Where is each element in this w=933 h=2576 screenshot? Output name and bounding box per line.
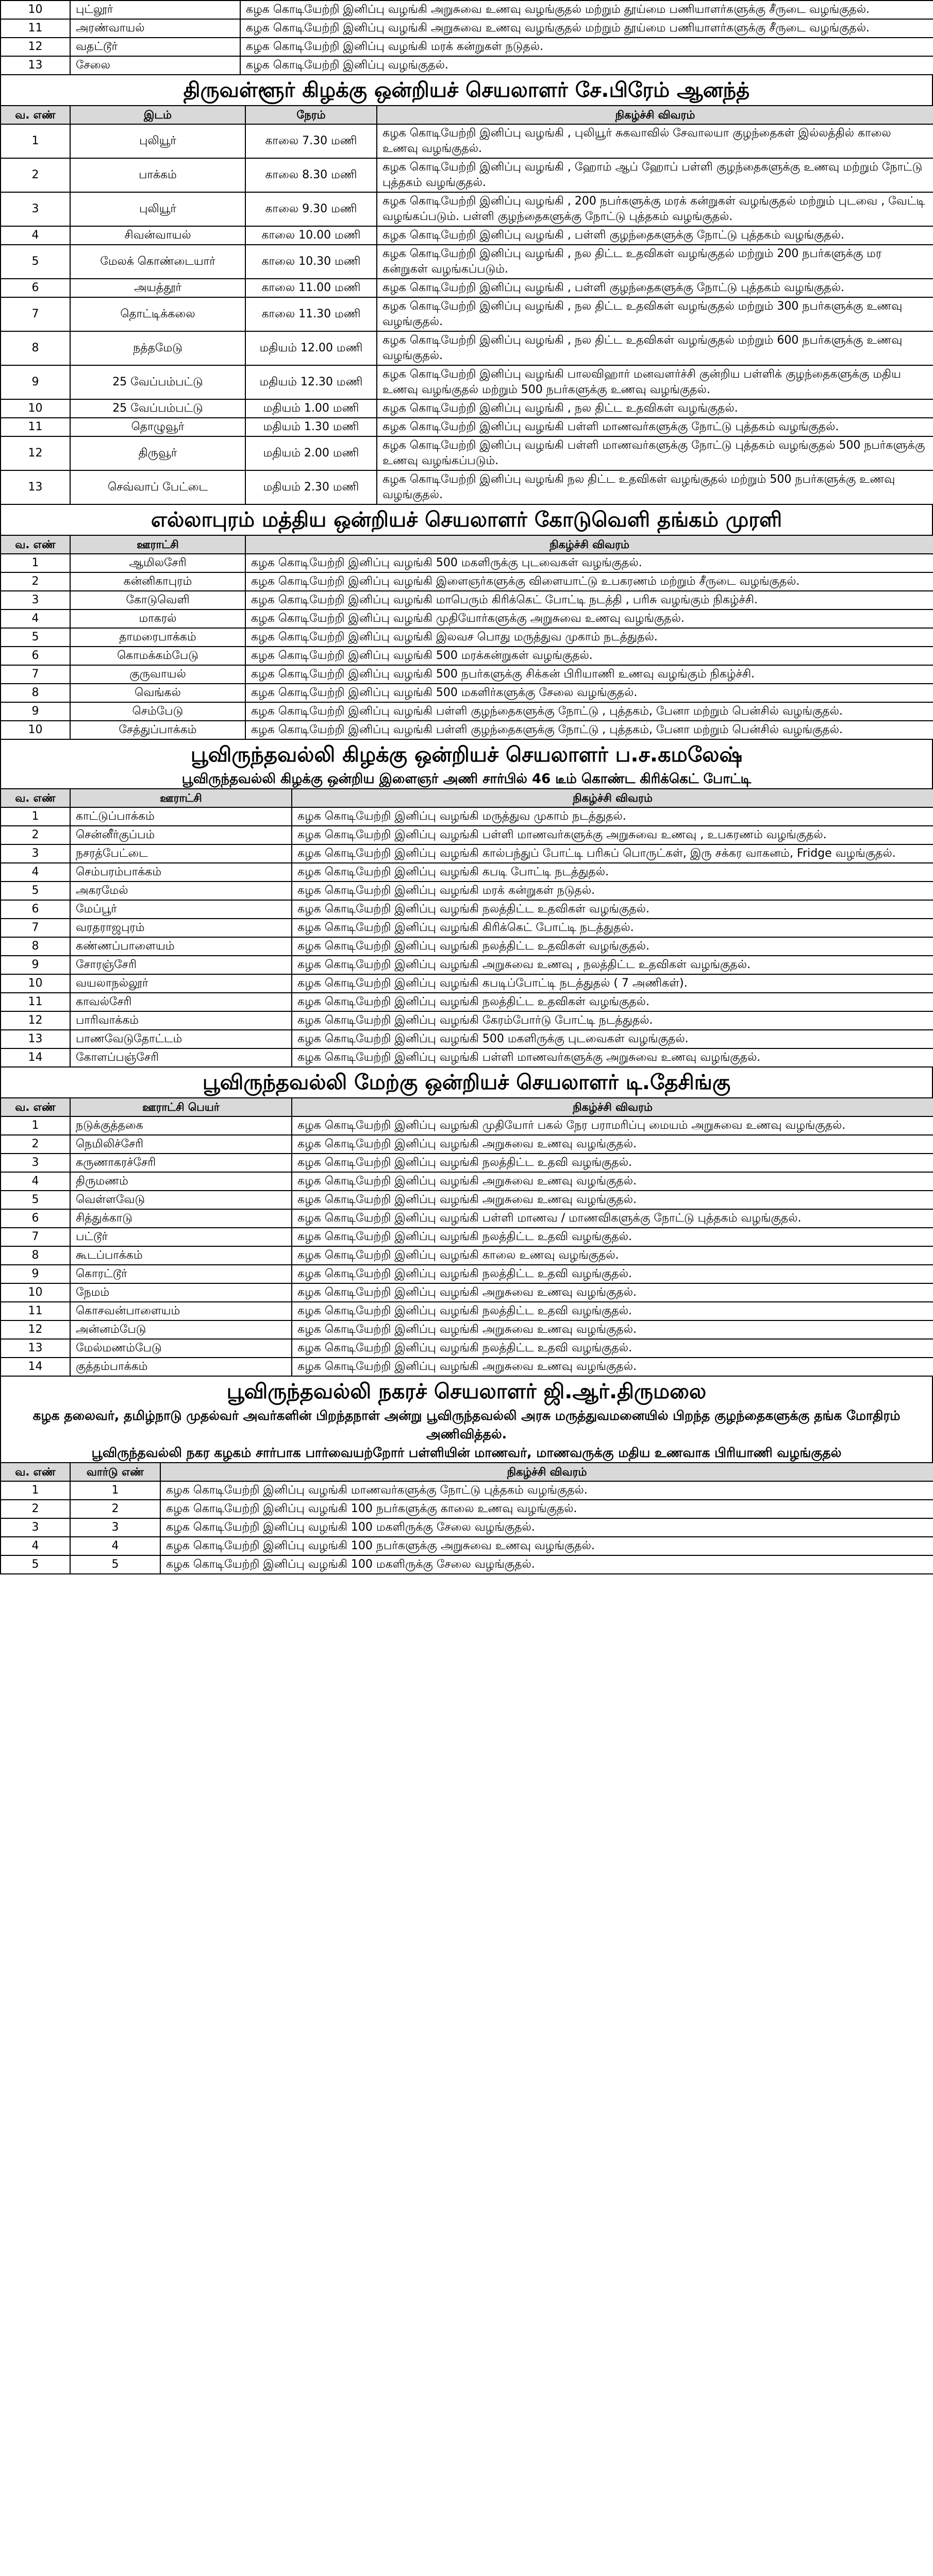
row-place: குத்தம்பாக்கம் (70, 1358, 292, 1376)
table-row (1, 38, 933, 56)
row-details: கழக கொடியேற்றி இனிப்பு வழங்கி அறுசுவை உணவு வழங்குதல். (292, 1283, 933, 1302)
row-details: கழக கொடியேற்றி இனிப்பு வழங்கி அறுசுவை உணவு வழங்குதல். (292, 1135, 933, 1154)
row-details: கழக கொடியேற்றி இனிப்பு வழங்கி நல திட்ட உதவிகள் வழங்குதல் மற்றும் 500 நபர்களுக்கு உணவு வழங்குதல். (377, 470, 933, 504)
section5-header-ward: வார்டு எண் (70, 1463, 160, 1481)
row-details: கழக கொடியேற்றி இனிப்பு வழங்கி நலத்திட்ட உதவிகள் வழங்குதல். (292, 993, 933, 1011)
table-row (1, 554, 933, 572)
row-ward: 2 (70, 1500, 160, 1518)
row-number: 9 (1, 956, 70, 974)
row-details: கழக கொடியேற்றி இனிப்பு வழங்கி மரக் கன்றுகள் நடுதல். (292, 882, 933, 900)
row-place: திருவூர் (70, 436, 245, 470)
row-details: கழக கொடியேற்றி இனிப்பு வழங்கி இளைஞர்களுக்கு விளையாட்டு உபகரணம் மற்றும் சீருடை வழங்குதல். (245, 572, 933, 591)
row-number: 5 (1, 245, 70, 279)
row-number: 5 (1, 1191, 70, 1209)
row-place: தொழுவூர் (70, 418, 245, 436)
row-number: 1 (1, 554, 70, 572)
row-details: கழக கொடியேற்றி இனிப்பு வழங்கி பாலவிஹார் மனவளர்ச்சி குன்றிய பள்ளிக் குழந்தைகளுக்கு மதிய உணவு வழங்குதல் மற்றும் 500 நபர்களுக்கு உணவு வழங்குதல். (377, 365, 933, 399)
row-details: கழக கொடியேற்றி இனிப்பு வழங்கி காலை உணவு வழங்குதல். (292, 1246, 933, 1265)
row-place: வரதராஜபுரம் (70, 919, 292, 937)
row-details: கழக கொடியேற்றி இனிப்பு வழங்கி மருத்துவ முகாம் நடத்துதல். (292, 807, 933, 826)
row-place: சோரஞ்சேரி (70, 956, 292, 974)
row-details: கழக கொடியேற்றி இனிப்பு வழங்கி பள்ளி குழந்தைகளுக்கு நோட்டு , புத்தகம், பேனா மற்றும் பென்சில் வழங்குதல். (245, 721, 933, 739)
table-row (1, 158, 933, 192)
table-row (1, 591, 933, 609)
row-place: நசரத்பேட்டை (70, 844, 292, 863)
row-details: கழக கொடியேற்றி இனிப்பு வழங்கி , நல திட்ட உதவிகள் வழங்குதல் மற்றும் 300 நபர்களுக்கு உணவு வழங்குதல். (377, 297, 933, 331)
row-place: குருவாயல் (70, 665, 245, 684)
row-details: கழக கொடியேற்றி இனிப்பு வழங்கி முதியோர்களுக்கு அறுசுவை உணவு வழங்குதல். (245, 609, 933, 628)
row-number: 10 (1, 399, 70, 418)
section3-table (0, 788, 933, 1067)
row-place: திருமணம் (70, 1172, 292, 1191)
section2-header-details: நிகழ்ச்சி விவரம் (245, 535, 933, 554)
row-place: கன்னிகாபுரம் (70, 572, 245, 591)
table-row (1, 993, 933, 1011)
section3-header-no: வ. எண் (1, 789, 70, 807)
row-details: கழக கொடியேற்றி இனிப்பு வழங்கி , நல திட்ட உதவிகள் வழங்குதல் மற்றும் 200 நபர்களுக்கு மர கன்றுகள் வழங்கப்படும். (377, 245, 933, 279)
row-details: கழக கொடியேற்றி இனிப்பு வழங்கி 500 மரக்கன்றுகள் வழங்குதல். (245, 647, 933, 665)
table-row (1, 1537, 933, 1555)
row-details: கழக கொடியேற்றி இனிப்பு வழங்கி அறுசுவை உணவு வழங்குதல். (292, 1358, 933, 1376)
row-details: கழக கொடியேற்றி இனிப்பு வழங்கி அறுசுவை உணவு வழங்குதல். (292, 1172, 933, 1191)
table-row (1, 56, 933, 75)
table-row (1, 365, 933, 399)
section5-title: பூவிருந்தவல்லி நகரச் செயலாளர் ஜி.ஆர்.திருமலை (0, 1377, 933, 1406)
section4-header-place: ஊராட்சி பெயர் (70, 1098, 292, 1116)
row-time: காலை 9.30 மணி (245, 192, 377, 226)
row-details: கழக கொடியேற்றி இனிப்பு வழங்கி நலத்திட்ட உதவி வழங்குதல். (292, 1302, 933, 1320)
table-row (1, 245, 933, 279)
table-row (1, 399, 933, 418)
row-number: 7 (1, 1228, 70, 1246)
row-number: 2 (1, 158, 70, 192)
section4-header-details: நிகழ்ச்சி விவரம் (292, 1098, 933, 1116)
row-place: கோளப்பஞ்சேரி (70, 1048, 292, 1067)
table-row (1, 1302, 933, 1320)
table-row (1, 974, 933, 993)
table-row (1, 436, 933, 470)
table-row (1, 826, 933, 844)
row-number: 7 (1, 665, 70, 684)
row-place: மேல்மணம்பேடு (70, 1339, 292, 1358)
row-number: 4 (1, 609, 70, 628)
section3-header-place: ஊராட்சி (70, 789, 292, 807)
table-row (1, 1246, 933, 1265)
table-row (1, 628, 933, 647)
section5-note-hospital: கழக தலைவர், தமிழ்நாடு முதல்வர் அவர்களின் பிறந்தநாள் அன்று பூவிருந்தவல்லி அரசு மருத்துவமனையில் பிறந்த குழந்தைகளுக்கு தங்க மோதிரம் அணிவித்தல். (0, 1406, 933, 1444)
row-details: கழக கொடியேற்றி இனிப்பு வழங்கி , பள்ளி குழந்தைகளுக்கு நோட்டு புத்தகம் வழங்குதல். (377, 279, 933, 297)
top-continuation-table (0, 0, 933, 75)
row-details: கழக கொடியேற்றி இனிப்பு வழங்கி 500 மகளிர்களுக்கு சேலை வழங்குதல். (245, 684, 933, 702)
row-number: 11 (1, 993, 70, 1011)
row-number: 4 (1, 1537, 70, 1555)
table-row (1, 844, 933, 863)
row-number: 1 (1, 1481, 70, 1500)
table-row (1, 1209, 933, 1228)
row-place: மேலக் கொண்டையார் (70, 245, 245, 279)
row-details: கழக கொடியேற்றி இனிப்பு வழங்கி பள்ளி மாணவர்களுக்கு அறுசுவை உணவு , உபகரணம் வழங்குதல். (292, 826, 933, 844)
row-details: கழக கொடியேற்றி இனிப்பு வழங்கி நலத்திட்ட உதவிகள் வழங்குதல். (292, 937, 933, 956)
row-time: காலை 7.30 மணி (245, 124, 377, 158)
table-row (1, 721, 933, 739)
row-details: கழக கொடியேற்றி இனிப்பு வழங்கி கால்பந்துப் போட்டி பரிசுப் பொருட்கள், இரு சக்கர வாகனம், Fridge வழங்குதல். (292, 844, 933, 863)
table-row (1, 863, 933, 882)
row-place: புலியூர் (70, 192, 245, 226)
row-details: கழக கொடியேற்றி இனிப்பு வழங்கி முதியோர் பகல் நேர பராமரிப்பு மையம் அறுசுவை உணவு வழங்குதல். (292, 1116, 933, 1135)
row-details: கழக கொடியேற்றி இனிப்பு வழங்கி பள்ளி மாணவர்களுக்கு நோட்டு புத்தகம் வழங்குதல். (377, 418, 933, 436)
row-time: மதியம் 2.00 மணி (245, 436, 377, 470)
row-place: கொரட்டூர் (70, 1265, 292, 1283)
section1-title: திருவள்ளூர் கிழக்கு ஒன்றியச் செயலாளர் சே.பிரேம் ஆனந்த் (0, 75, 933, 105)
row-details: கழக கொடியேற்றி இனிப்பு வழங்கி நலத்திட்ட உதவிகள் வழங்குதல். (292, 900, 933, 919)
section1-header-place: இடம் (70, 106, 245, 124)
row-number: 6 (1, 647, 70, 665)
row-ward: 3 (70, 1518, 160, 1537)
row-number: 10 (1, 974, 70, 993)
row-number: 11 (1, 418, 70, 436)
row-details: கழக கொடியேற்றி இனிப்பு வழங்கி , ஹோம் ஆப் ஹோப் பள்ளி குழந்தைகளுக்கு உணவு மற்றும் நோட்டு புத்தகம் வழங்குதல். (377, 158, 933, 192)
table-row (1, 1555, 933, 1574)
table-row (1, 1, 933, 19)
section5-header-no: வ. எண் (1, 1463, 70, 1481)
row-number: 4 (1, 863, 70, 882)
row-details: கழக கொடியேற்றி இனிப்பு வழங்கி பள்ளி குழந்தைகளுக்கு நோட்டு , புத்தகம், பேனா மற்றும் பென்சில் வழங்குதல். (245, 702, 933, 721)
table-row (1, 1135, 933, 1154)
row-number: 6 (1, 1209, 70, 1228)
row-place: செம்பரம்பாக்கம் (70, 863, 292, 882)
row-place: சிவன்வாயல் (70, 226, 245, 245)
table-row (1, 1500, 933, 1518)
table-row (1, 192, 933, 226)
table-row (1, 1339, 933, 1358)
row-number: 9 (1, 365, 70, 399)
row-time: காலை 8.30 மணி (245, 158, 377, 192)
row-ward: 5 (70, 1555, 160, 1574)
table-row (1, 1030, 933, 1048)
row-place: அகரமேல் (70, 882, 292, 900)
row-place: கூடப்பாக்கம் (70, 1246, 292, 1265)
row-ward: 4 (70, 1537, 160, 1555)
row-place: கொமக்கம்பேடு (70, 647, 245, 665)
row-details: கழக கொடியேற்றி இனிப்பு வழங்கி அறுசுவை உணவு வழங்குதல் மற்றும் தூய்மை பணியாளர்களுக்கு சீருடை வழங்குதல். (240, 1, 933, 19)
row-details: கழக கொடியேற்றி இனிப்பு வழங்கி மாணவர்களுக்கு நோட்டு புத்தகம் வழங்குதல். (160, 1481, 933, 1500)
table-row (1, 1116, 933, 1135)
row-details: கழக கொடியேற்றி இனிப்பு வழங்கி கிரிக்கெட் போட்டி நடத்துதல். (292, 919, 933, 937)
row-place: அன்னம்பேடு (70, 1320, 292, 1339)
row-place: வதட்டூர் (70, 38, 240, 56)
section1-header-no: வ. எண் (1, 106, 70, 124)
row-details: கழக கொடியேற்றி இனிப்பு வழங்கி அறுசுவை உணவு வழங்குதல். (292, 1191, 933, 1209)
row-number: 13 (1, 1030, 70, 1048)
row-number: 7 (1, 919, 70, 937)
row-number: 12 (1, 1320, 70, 1339)
row-number: 3 (1, 1518, 70, 1537)
row-place: செம்பேடு (70, 702, 245, 721)
section3-header-details: நிகழ்ச்சி விவரம் (292, 789, 933, 807)
section4-table (0, 1097, 933, 1377)
row-number: 6 (1, 279, 70, 297)
row-place: செவ்வாப் பேட்டை (70, 470, 245, 504)
row-details: கழக கொடியேற்றி இனிப்பு வழங்கி கபடிப்போட்டி நடத்துதல் ( 7 அணிகள்). (292, 974, 933, 993)
row-details: கழக கொடியேற்றி இனிப்பு வழங்கி 500 நபர்களுக்கு சிக்கன் பிரியாணி உணவு வழங்கும் நிகழ்ச்சி. (245, 665, 933, 684)
row-place: கொசவன்பாளையம் (70, 1302, 292, 1320)
table-row (1, 418, 933, 436)
table-row (1, 665, 933, 684)
row-number: 8 (1, 331, 70, 365)
row-number: 1 (1, 807, 70, 826)
row-number: 1 (1, 124, 70, 158)
table-row (1, 647, 933, 665)
section5-note-blind-school: பூவிருந்தவல்லி நகர கழகம் சார்பாக பார்வையற்றோர் பள்ளியின் மாணவர், மாணவருக்கு மதிய உணவாக பிரியாணி வழங்குதல் (0, 1444, 933, 1462)
row-number: 4 (1, 226, 70, 245)
row-time: மதியம் 12.30 மணி (245, 365, 377, 399)
row-place: சேத்துப்பாக்கம் (70, 721, 245, 739)
row-details: கழக கொடியேற்றி இனிப்பு வழங்கி நலத்திட்ட உதவி வழங்குதல். (292, 1339, 933, 1358)
section1-header-time: நேரம் (245, 106, 377, 124)
row-place: நேமம் (70, 1283, 292, 1302)
table-row (1, 1358, 933, 1376)
row-details: கழக கொடியேற்றி இனிப்பு வழங்கி பள்ளி மாணவ / மாணவிகளுக்கு நோட்டு புத்தகம் வழங்குதல். (292, 1209, 933, 1228)
row-time: காலை 10.00 மணி (245, 226, 377, 245)
row-place: 25 வேப்பம்பட்டு (70, 399, 245, 418)
row-number: 8 (1, 684, 70, 702)
row-number: 13 (1, 470, 70, 504)
row-details: கழக கொடியேற்றி இனிப்பு வழங்கி 500 மகளிருக்கு புடவைகள் வழங்குதல். (245, 554, 933, 572)
row-place: கண்ணப்பாளையம் (70, 937, 292, 956)
row-details: கழக கொடியேற்றி இனிப்பு வழங்கி கேரம்போர்டு போட்டி நடத்துதல். (292, 1011, 933, 1030)
row-number: 4 (1, 1172, 70, 1191)
row-details: கழக கொடியேற்றி இனிப்பு வழங்கி அறுசுவை உணவு வழங்குதல். (292, 1320, 933, 1339)
table-row (1, 279, 933, 297)
row-number: 1 (1, 1116, 70, 1135)
row-details: கழக கொடியேற்றி இனிப்பு வழங்கி கபடி போட்டி நடத்துதல். (292, 863, 933, 882)
section3-title: பூவிருந்தவல்லி கிழக்கு ஒன்றியச் செயலாளர் ப.ச.கமலேஷ் (0, 740, 933, 770)
row-number: 12 (1, 1011, 70, 1030)
row-number: 14 (1, 1048, 70, 1067)
table-row (1, 1048, 933, 1067)
row-number: 3 (1, 192, 70, 226)
row-place: கருணாகரச்சேரி (70, 1154, 292, 1172)
table-row (1, 1228, 933, 1246)
row-number: 7 (1, 297, 70, 331)
row-place: தொட்டிக்கலை (70, 297, 245, 331)
row-place: அயத்தூர் (70, 279, 245, 297)
row-number: 13 (1, 56, 70, 75)
row-number: 12 (1, 436, 70, 470)
row-place: பாக்கம் (70, 158, 245, 192)
row-details: கழக கொடியேற்றி இனிப்பு வழங்கி நலத்திட்ட உதவி வழங்குதல். (292, 1154, 933, 1172)
row-place: கோடுவெளி (70, 591, 245, 609)
row-time: காலை 11.00 மணி (245, 279, 377, 297)
row-place: பட்டூர் (70, 1228, 292, 1246)
row-place: மாகரல் (70, 609, 245, 628)
row-number: 10 (1, 1283, 70, 1302)
row-time: மதியம் 1.00 மணி (245, 399, 377, 418)
table-row (1, 572, 933, 591)
table-row (1, 1191, 933, 1209)
table-row (1, 1154, 933, 1172)
row-details: கழக கொடியேற்றி இனிப்பு வழங்கி அறுசுவை உணவு வழங்குதல் மற்றும் தூய்மை பணியாளர்களுக்கு சீருடை வழங்குதல். (240, 19, 933, 38)
row-details: கழக கொடியேற்றி இனிப்பு வழங்கி , 200 நபர்களுக்கு மரக் கன்றுகள் வழங்குதல் மற்றும் புடவை , வேட்டி வழங்கப்படும். பள்ளி குழந்தைகளுக்கு நோட்டு புத்தகம் வழங்குதல். (377, 192, 933, 226)
row-number: 3 (1, 591, 70, 609)
row-details: கழக கொடியேற்றி இனிப்பு வழங்கி , நல திட்ட உதவிகள் வழங்குதல் மற்றும் 600 நபர்களுக்கு உணவு வழங்குதல். (377, 331, 933, 365)
row-number: 3 (1, 1154, 70, 1172)
table-row (1, 1011, 933, 1030)
row-number: 2 (1, 1135, 70, 1154)
row-number: 6 (1, 900, 70, 919)
section2-table (0, 535, 933, 740)
row-details: கழக கொடியேற்றி இனிப்பு வழங்கி 100 நபர்களுக்கு அறுசுவை உணவு வழங்குதல். (160, 1537, 933, 1555)
row-details: கழக கொடியேற்றி இனிப்பு வழங்கி 100 மகளிருக்கு சேலை வழங்குதல். (160, 1518, 933, 1537)
row-number: 14 (1, 1358, 70, 1376)
table-row (1, 1172, 933, 1191)
table-row (1, 470, 933, 504)
row-place: சேலை (70, 56, 240, 75)
table-row (1, 609, 933, 628)
section5-table (0, 1462, 933, 1574)
table-row (1, 297, 933, 331)
row-number: 5 (1, 1555, 70, 1574)
row-details: கழக கொடியேற்றி இனிப்பு வழங்கி நலத்திட்ட உதவி வழங்குதல். (292, 1228, 933, 1246)
row-time: மதியம் 12.00 மணி (245, 331, 377, 365)
row-number: 3 (1, 844, 70, 863)
row-place: நடுக்குத்தகை (70, 1116, 292, 1135)
row-place: அரண்வாயல் (70, 19, 240, 38)
section2-title: எல்லாபுரம் மத்திய ஒன்றியச் செயலாளர் கோடுவெளி தங்கம் முரளி (0, 505, 933, 535)
row-details: கழக கொடியேற்றி இனிப்பு வழங்கி 500 மகளிருக்கு புடவைகள் வழங்குதல். (292, 1030, 933, 1048)
section2-header-place: ஊராட்சி (70, 535, 245, 554)
row-place: புட்லூர் (70, 1, 240, 19)
section4-title: பூவிருந்தவல்லி மேற்கு ஒன்றியச் செயலாளர் டி.தேசிங்கு (0, 1067, 933, 1097)
table-row (1, 702, 933, 721)
row-details: கழக கொடியேற்றி இனிப்பு வழங்கி மரக் கன்றுகள் நடுதல். (240, 38, 933, 56)
row-place: வெங்கல் (70, 684, 245, 702)
section5-header-details: நிகழ்ச்சி விவரம் (160, 1463, 933, 1481)
row-details: கழக கொடியேற்றி இனிப்பு வழங்கி அறுசுவை உணவு , நலத்திட்ட உதவிகள் வழங்குதல். (292, 956, 933, 974)
table-row (1, 900, 933, 919)
row-number: 2 (1, 826, 70, 844)
row-place: பாரிவாக்கம் (70, 1011, 292, 1030)
row-number: 13 (1, 1339, 70, 1358)
row-details: கழக கொடியேற்றி இனிப்பு வழங்கி 100 நபர்களுக்கு காலை உணவு வழங்குதல். (160, 1500, 933, 1518)
row-number: 9 (1, 702, 70, 721)
row-place: நத்தமேடு (70, 331, 245, 365)
table-row (1, 1320, 933, 1339)
row-number: 12 (1, 38, 70, 56)
section4-header-no: வ. எண் (1, 1098, 70, 1116)
row-place: நெமிலிச்சேரி (70, 1135, 292, 1154)
row-number: 5 (1, 882, 70, 900)
row-place: மேப்பூர் (70, 900, 292, 919)
row-details: கழக கொடியேற்றி இனிப்பு வழங்கி இலவச பொது மருத்துவ முகாம் நடத்துதல். (245, 628, 933, 647)
row-place: பாணவேடுதோட்டம் (70, 1030, 292, 1048)
section1-header-details: நிகழ்ச்சி விவரம் (377, 106, 933, 124)
table-row (1, 226, 933, 245)
table-row (1, 1481, 933, 1500)
row-place: ஆமிலசேரி (70, 554, 245, 572)
row-number: 2 (1, 1500, 70, 1518)
row-number: 8 (1, 1246, 70, 1265)
row-place: வயலாநல்லூர் (70, 974, 292, 993)
table-row (1, 684, 933, 702)
row-details: கழக கொடியேற்றி இனிப்பு வழங்குதல். (240, 56, 933, 75)
row-place: சென்னீர்குப்பம் (70, 826, 292, 844)
table-row (1, 956, 933, 974)
row-details: கழக கொடியேற்றி இனிப்பு வழங்கி , புலியூர் சுகவாவில் சேவாலயா குழந்தைகள் இல்லத்தில் காலை உணவு வழங்குதல். (377, 124, 933, 158)
row-place: தாமரைபாக்கம் (70, 628, 245, 647)
row-time: காலை 10.30 மணி (245, 245, 377, 279)
row-place: வெள்ளவேடு (70, 1191, 292, 1209)
table-row (1, 19, 933, 38)
section1-table (0, 105, 933, 505)
row-number: 11 (1, 19, 70, 38)
table-row (1, 937, 933, 956)
table-row (1, 882, 933, 900)
row-number: 11 (1, 1302, 70, 1320)
row-number: 2 (1, 572, 70, 591)
row-place: சித்துக்காடு (70, 1209, 292, 1228)
table-row (1, 919, 933, 937)
row-details: கழக கொடியேற்றி இனிப்பு வழங்கி பள்ளி மாணவர்களுக்கு நோட்டு புத்தகம் வழங்குதல் 500 நபர்களுக்கு உணவு வழங்கப்படும். (377, 436, 933, 470)
row-details: கழக கொடியேற்றி இனிப்பு வழங்கி மாபெரும் கிரிக்கெட் போட்டி நடத்தி , பரிசு வழங்கும் நிகழ்ச்சி. (245, 591, 933, 609)
row-number: 10 (1, 1, 70, 19)
row-ward: 1 (70, 1481, 160, 1500)
table-row (1, 1518, 933, 1537)
row-time: மதியம் 1.30 மணி (245, 418, 377, 436)
row-details: கழக கொடியேற்றி இனிப்பு வழங்கி பள்ளி மாணவர்களுக்கு அறுசுவை உணவு வழங்குதல். (292, 1048, 933, 1067)
row-place: புலியூர் (70, 124, 245, 158)
row-number: 9 (1, 1265, 70, 1283)
table-row (1, 331, 933, 365)
row-place: காவல்சேரி (70, 993, 292, 1011)
table-row (1, 124, 933, 158)
table-row (1, 1283, 933, 1302)
row-number: 8 (1, 937, 70, 956)
section2-header-no: வ. எண் (1, 535, 70, 554)
row-place: 25 வேப்பம்பட்டு (70, 365, 245, 399)
row-time: காலை 11.30 மணி (245, 297, 377, 331)
row-number: 10 (1, 721, 70, 739)
row-details: கழக கொடியேற்றி இனிப்பு வழங்கி 100 மகளிருக்கு சேலை வழங்குதல். (160, 1555, 933, 1574)
row-details: கழக கொடியேற்றி இனிப்பு வழங்கி , பள்ளி குழந்தைகளுக்கு நோட்டு புத்தகம் வழங்குதல். (377, 226, 933, 245)
table-row (1, 807, 933, 826)
row-place: காட்டுப்பாக்கம் (70, 807, 292, 826)
row-time: மதியம் 2.30 மணி (245, 470, 377, 504)
table-row (1, 1265, 933, 1283)
row-details: கழக கொடியேற்றி இனிப்பு வழங்கி , நல திட்ட உதவிகள் வழங்குதல். (377, 399, 933, 418)
section3-subtitle: பூவிருந்தவல்லி கிழக்கு ஒன்றிய இளைஞர் அணி சார்பில் 46 டீம் கொண்ட கிரிக்கெட் போட்டி (0, 770, 933, 788)
row-details: கழக கொடியேற்றி இனிப்பு வழங்கி நலத்திட்ட உதவி வழங்குதல். (292, 1265, 933, 1283)
row-number: 5 (1, 628, 70, 647)
